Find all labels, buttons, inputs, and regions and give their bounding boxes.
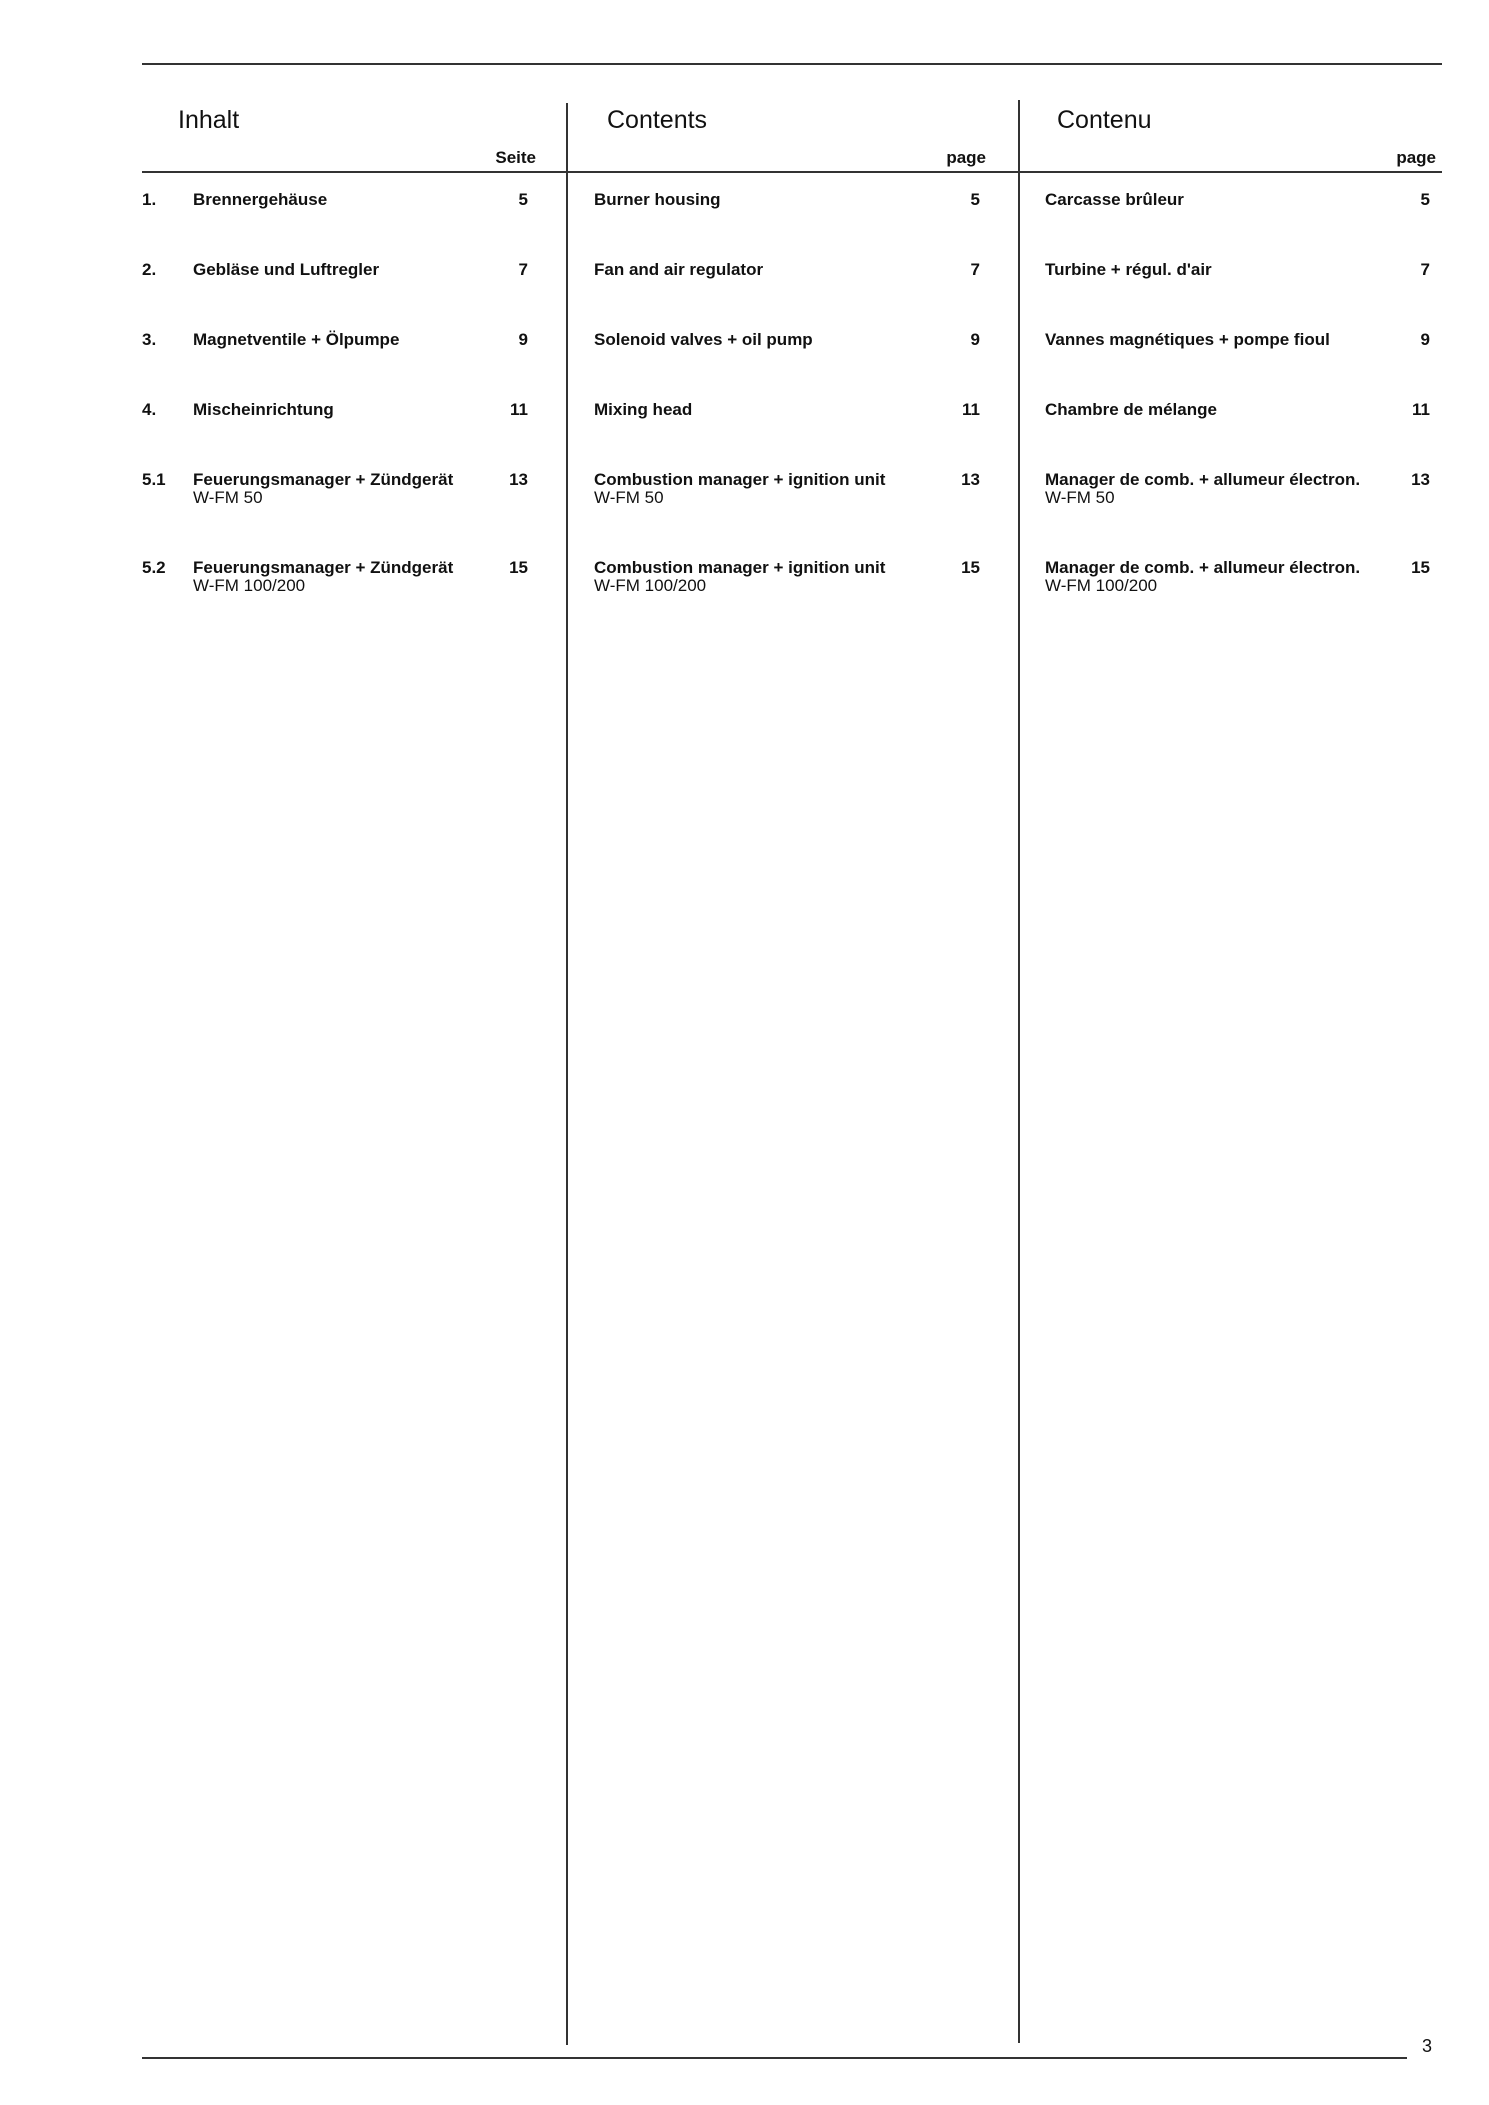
entry-page: 15 — [1411, 558, 1430, 577]
header-rule — [142, 171, 1442, 173]
entry-page: 13 — [961, 470, 980, 489]
entry-page: 7 — [970, 260, 980, 279]
entry-page: 11 — [1412, 400, 1430, 419]
column-divider-2 — [1018, 100, 1020, 2043]
entry-page: 7 — [518, 260, 528, 279]
page-label-page-fr: page — [1396, 148, 1436, 167]
entry-subtitle: W-FM 100/200 — [193, 576, 306, 595]
entry-title: Brennergehäuse — [193, 190, 328, 209]
entry-subtitle: W-FM 50 — [1045, 488, 1115, 507]
entry-title: Fan and air regulator — [594, 260, 764, 279]
bottom-rule — [142, 2057, 1407, 2059]
entry-subtitle: W-FM 50 — [193, 488, 263, 507]
column-divider-1 — [566, 103, 568, 2045]
entry-subtitle: W-FM 50 — [594, 488, 664, 507]
entry-page: 5 — [518, 190, 528, 209]
entry-page: 9 — [970, 330, 980, 349]
entry-page: 13 — [1411, 470, 1430, 489]
entry-title: Magnetventile + Ölpumpe — [193, 330, 400, 349]
heading-inhalt: Inhalt — [178, 106, 240, 134]
page-label-seite: Seite — [495, 148, 536, 167]
entry-title: Feuerungsmanager + Zündgerät — [193, 558, 454, 577]
entry-title: Chambre de mélange — [1045, 400, 1217, 419]
entry-page: 7 — [1420, 260, 1430, 279]
entry-number: 3. — [142, 330, 157, 349]
heading-contents: Contents — [607, 106, 708, 134]
heading-contenu: Contenu — [1057, 106, 1152, 134]
entry-number: 1. — [142, 190, 157, 209]
entry-title: Mischeinrichtung — [193, 400, 334, 419]
entry-title: Combustion manager + ignition unit — [594, 470, 886, 489]
entry-title: Gebläse und Luftregler — [193, 260, 380, 279]
entry-page: 5 — [970, 190, 980, 209]
entry-subtitle: W-FM 100/200 — [594, 576, 707, 595]
entry-title: Combustion manager + ignition unit — [594, 558, 886, 577]
entry-number: 5.2 — [142, 558, 166, 577]
page-number: 3 — [1422, 2036, 1433, 2056]
entry-title: Turbine + régul. d'air — [1045, 260, 1212, 279]
entry-subtitle: W-FM 100/200 — [1045, 576, 1158, 595]
entry-page: 13 — [509, 470, 528, 489]
top-rule — [142, 63, 1442, 65]
entry-title: Manager de comb. + allumeur électron. — [1045, 470, 1361, 489]
page-label-page-en: page — [946, 148, 986, 167]
entry-title: Burner housing — [594, 190, 721, 209]
entry-page: 11 — [962, 400, 980, 419]
entry-page: 15 — [961, 558, 980, 577]
entry-title: Solenoid valves + oil pump — [594, 330, 813, 349]
entry-number: 4. — [142, 400, 157, 419]
entry-title: Mixing head — [594, 400, 693, 419]
entry-title: Vannes magnétiques + pompe fioul — [1045, 330, 1330, 349]
entry-title: Carcasse brûleur — [1045, 190, 1184, 209]
entry-page: 11 — [510, 400, 528, 419]
entry-number: 5.1 — [142, 470, 166, 489]
entry-title: Manager de comb. + allumeur électron. — [1045, 558, 1361, 577]
entry-page: 9 — [1420, 330, 1430, 349]
entry-title: Feuerungsmanager + Zündgerät — [193, 470, 454, 489]
entry-page: 9 — [518, 330, 528, 349]
entry-number: 2. — [142, 260, 157, 279]
entry-page: 5 — [1420, 190, 1430, 209]
entry-page: 15 — [509, 558, 528, 577]
